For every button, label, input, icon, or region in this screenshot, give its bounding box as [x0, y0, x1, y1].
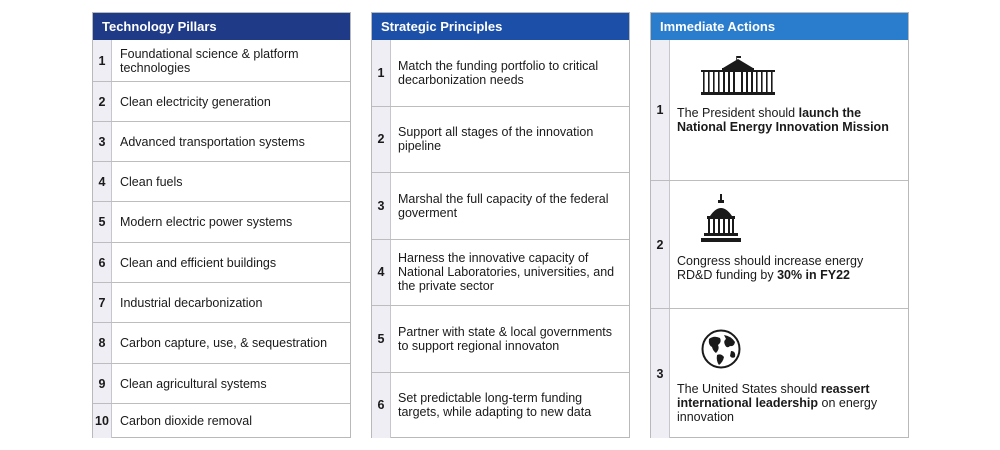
- pillar-label: Modern electric power systems: [120, 215, 293, 229]
- pillar-label: Foundational science & platform technologies: [120, 46, 299, 75]
- principle-number: 5: [372, 306, 391, 372]
- technology-pillars-header: Technology Pillars: [93, 13, 350, 40]
- pillar-number: 10: [93, 404, 112, 438]
- action-row: [651, 308, 908, 438]
- pillar-row: [93, 282, 350, 322]
- pillar-label: Industrial decarbonization: [120, 295, 263, 310]
- principle-label: Marshal the full capacity of the federal goverment: [398, 191, 609, 220]
- pillar-label: Clean agricultural systems: [120, 376, 267, 391]
- pillar-row: [93, 161, 350, 201]
- principle-number: 4: [372, 240, 391, 306]
- pillar-label: Clean fuels: [120, 174, 183, 189]
- principle-label: Harness the innovative capacity of National Laboratories, universities, and the private sector: [398, 251, 615, 294]
- principle-label: Partner with state & local governments to support regional innovaton: [398, 324, 612, 353]
- principle-number: 6: [372, 373, 391, 439]
- principle-number: 3: [372, 173, 391, 239]
- strategic-principles-panel: [371, 12, 630, 438]
- principle-row: [372, 172, 629, 239]
- principle-number: 1: [372, 40, 391, 106]
- pillar-number: 3: [93, 122, 112, 161]
- pillar-label: Clean and efficient buildings: [120, 255, 277, 270]
- principle-row: [372, 106, 629, 173]
- principle-number: 2: [372, 107, 391, 173]
- pillar-label: Carbon dioxide removal: [120, 414, 253, 428]
- action-text: The United States should reassert international leadership on energy innovation: [677, 382, 878, 424]
- strategic-principles-list: [372, 40, 629, 438]
- pillar-number: 9: [93, 364, 112, 403]
- principle-label: Match the funding portfolio to critical decarbonization needs: [398, 58, 599, 87]
- pillar-label: Advanced transportation systems: [120, 134, 305, 149]
- immediate-actions-header: Immediate Actions: [651, 13, 908, 40]
- principle-label: Support all stages of the innovation pipeline: [398, 125, 594, 154]
- action-text: Congress should increase energy RD&D funding by 30% in FY22: [677, 254, 864, 282]
- pillar-row: [93, 201, 350, 242]
- pillar-label: Clean electricity generation: [120, 94, 271, 109]
- action-body: [670, 181, 908, 308]
- globe-icon: [701, 329, 741, 369]
- pillar-row: [93, 242, 350, 282]
- action-row: [651, 40, 908, 180]
- action-row: [651, 180, 908, 308]
- pillar-label: Carbon capture, use, & sequestration: [120, 336, 328, 350]
- pillar-row: [93, 363, 350, 403]
- principle-row: [372, 239, 629, 306]
- pillar-number: 5: [93, 202, 112, 242]
- pillar-number: 7: [93, 283, 112, 322]
- action-body: [670, 309, 908, 438]
- pillar-number: 4: [93, 162, 112, 201]
- principle-row: [372, 305, 629, 372]
- pillar-number: 2: [93, 82, 112, 121]
- pillar-row: [93, 40, 350, 81]
- strategic-principles-header: Strategic Principles: [372, 13, 629, 40]
- action-body: [670, 40, 908, 180]
- pillar-number: 8: [93, 323, 112, 363]
- principle-label: Set predictable long-term funding targets, while adapting to new data: [398, 391, 592, 420]
- pillar-number: 6: [93, 243, 112, 282]
- principle-row: [372, 372, 629, 439]
- pillar-row: [93, 121, 350, 161]
- action-number: 2: [651, 181, 670, 308]
- pillar-row: [93, 81, 350, 121]
- immediate-actions-panel: [650, 12, 909, 438]
- pillar-row: [93, 403, 350, 438]
- principle-row: [372, 40, 629, 106]
- technology-pillars-list: [93, 40, 350, 438]
- capitol-icon: [701, 194, 741, 244]
- pillar-row: [93, 322, 350, 363]
- action-text: The President should launch the National Energy Innovation Mission: [677, 106, 889, 134]
- pillar-number: 1: [93, 40, 112, 81]
- technology-pillars-panel: [92, 12, 351, 438]
- immediate-actions-list: [651, 40, 908, 438]
- action-number: 3: [651, 309, 670, 438]
- action-number: 1: [651, 40, 670, 180]
- white-house-icon: [701, 56, 775, 96]
